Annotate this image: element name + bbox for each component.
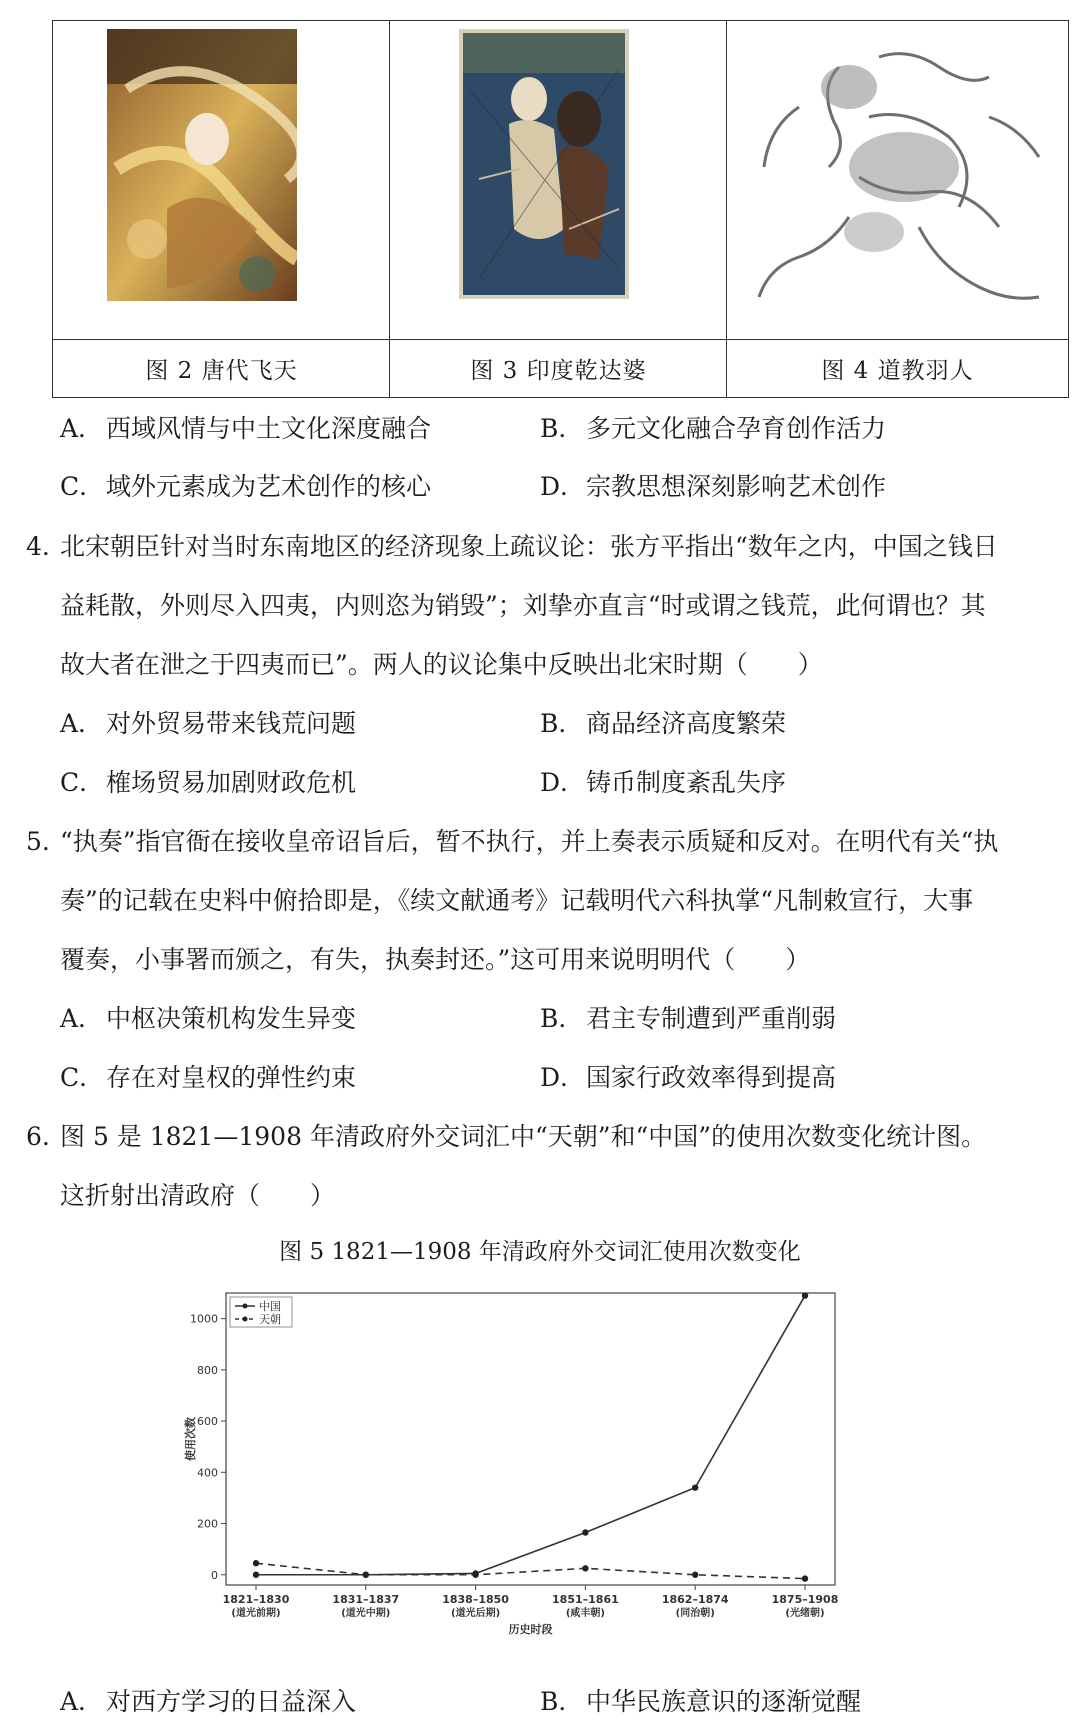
legend-label: 中国 bbox=[259, 1300, 281, 1313]
x-axis-label: 历史时段 bbox=[508, 1623, 553, 1636]
q6-option-b[interactable]: B． 中华民族意识的逐渐觉醒 bbox=[540, 1687, 862, 1716]
legend-marker bbox=[243, 1304, 248, 1309]
q4-option-d[interactable]: D．铸币制度紊乱失序 bbox=[540, 768, 787, 797]
series-point-1 bbox=[363, 1572, 369, 1578]
q4-text-line-2: 益耗散，外则尽入四夷，内则恣为销毁”；刘挚亦直言“时或谓之钱荒，此何谓也？其 bbox=[60, 591, 986, 620]
x-tick-sublabel: (道光前期) bbox=[231, 1608, 281, 1619]
q5-number: 5. bbox=[26, 827, 50, 856]
q5-option-d[interactable]: D．国家行政效率得到提高 bbox=[540, 1063, 837, 1092]
q4-text-line-1: 北宋朝臣针对当时东南地区的经济现象上疏议论：张方平指出“数年之内，中国之钱日 bbox=[60, 532, 998, 561]
tang-feitian-image bbox=[107, 29, 297, 301]
figure-2-caption: 图 2 唐代飞天 bbox=[145, 357, 298, 384]
figure-3-caption: 图 3 印度乾达婆 bbox=[470, 357, 647, 384]
y-tick-label: 600 bbox=[197, 1415, 218, 1429]
q5-text-line-1: “执奏”指官衙在接收皇帝诏旨后，暂不执行，并上奏表示质疑和反对。在明代有关“执 bbox=[60, 827, 999, 856]
x-tick-label: 1851–1861 bbox=[552, 1593, 619, 1606]
x-tick-sublabel: (同治朝) bbox=[675, 1608, 715, 1619]
series-point-0 bbox=[253, 1572, 259, 1578]
x-tick-sublabel: (咸丰朝) bbox=[565, 1608, 605, 1619]
x-tick-sublabel: (道光后期) bbox=[451, 1608, 501, 1619]
q4-option-a[interactable]: A． 对外贸易带来钱荒问题 bbox=[60, 709, 357, 738]
legend-marker bbox=[243, 1317, 248, 1322]
q6-text-line-1: 图 5 是 1821—1908 年清政府外交词汇中“天朝”和“中国”的使用次数变化统计图。 bbox=[60, 1122, 987, 1151]
x-tick-sublabel: (道光中期) bbox=[341, 1608, 391, 1619]
series-point-1 bbox=[692, 1572, 698, 1578]
q6-option-a[interactable]: A． 对西方学习的日益深入 bbox=[60, 1687, 357, 1716]
y-tick-label: 1000 bbox=[190, 1312, 218, 1326]
q4-text-line-3: 故大者在泄之于四夷而已”。两人的议论集中反映出北宋时期（ ） bbox=[60, 650, 823, 679]
series-line-1 bbox=[256, 1563, 805, 1578]
series-point-1 bbox=[253, 1560, 259, 1566]
series-point-1 bbox=[472, 1572, 478, 1578]
x-tick-label: 1838–1850 bbox=[442, 1593, 509, 1606]
q5-text-line-2: 奏”的记载在史料中俯拾即是，《续文献通考》记载明代六科执掌“凡制敕宣行，大事 bbox=[60, 886, 974, 915]
y-tick-label: 800 bbox=[197, 1363, 218, 1377]
q5-option-c[interactable]: C．存在对皇权的弹性约束 bbox=[60, 1063, 357, 1092]
q4-option-c[interactable]: C．榷场贸易加剧财政危机 bbox=[60, 768, 357, 797]
q5-option-a[interactable]: A． 中枢决策机构发生异变 bbox=[60, 1004, 357, 1033]
y-tick-label: 200 bbox=[197, 1517, 218, 1531]
plot-frame bbox=[226, 1293, 835, 1585]
x-tick-label: 1862–1874 bbox=[661, 1593, 729, 1606]
y-axis-label: 使用次数 bbox=[184, 1417, 197, 1461]
series-point-1 bbox=[802, 1575, 808, 1581]
figure-table bbox=[52, 20, 1069, 398]
chart-title: 图 5 1821—1908 年清政府外交词汇使用次数变化 bbox=[279, 1239, 801, 1265]
q4-number: 4. bbox=[26, 532, 50, 561]
q6-number: 6. bbox=[26, 1122, 50, 1151]
series-point-0 bbox=[802, 1292, 808, 1298]
legend-label: 天朝 bbox=[259, 1313, 281, 1326]
series-point-1 bbox=[582, 1565, 588, 1571]
series-line-0 bbox=[256, 1296, 805, 1575]
x-tick-label: 1875–1908 bbox=[771, 1593, 839, 1606]
q5-option-b[interactable]: B． 君主专制遭到严重削弱 bbox=[540, 1004, 837, 1033]
q3-option-c[interactable]: C．域外元素成为艺术创作的核心 bbox=[60, 472, 432, 501]
figure-4-caption: 图 4 道教羽人 bbox=[821, 357, 974, 384]
q5-text-line-3: 覆奏，小事署而颁之，有失，执奏封还。”这可用来说明明代（ ） bbox=[60, 945, 811, 974]
q6-text-line-2: 这折射出清政府（ ） bbox=[60, 1181, 336, 1210]
q4-option-b[interactable]: B． 商品经济高度繁荣 bbox=[540, 709, 787, 738]
q3-option-d[interactable]: D．宗教思想深刻影响艺术创作 bbox=[540, 472, 887, 501]
x-tick-sublabel: (光绪朝) bbox=[785, 1608, 825, 1619]
indian-gandharva-image bbox=[459, 29, 629, 299]
series-point-0 bbox=[582, 1529, 588, 1535]
y-tick-label: 0 bbox=[211, 1568, 218, 1582]
x-tick-label: 1821–1830 bbox=[222, 1593, 290, 1606]
x-tick-label: 1831–1837 bbox=[332, 1593, 400, 1606]
q3-option-a[interactable]: A． 西域风情与中土文化深度融合 bbox=[60, 414, 432, 443]
taoist-feathered-man-image bbox=[739, 27, 1057, 327]
series-point-0 bbox=[692, 1484, 698, 1490]
y-tick-label: 400 bbox=[197, 1466, 218, 1480]
line-chart bbox=[180, 1275, 880, 1675]
q3-option-b[interactable]: B． 多元文化融合孕育创作活力 bbox=[540, 414, 887, 443]
